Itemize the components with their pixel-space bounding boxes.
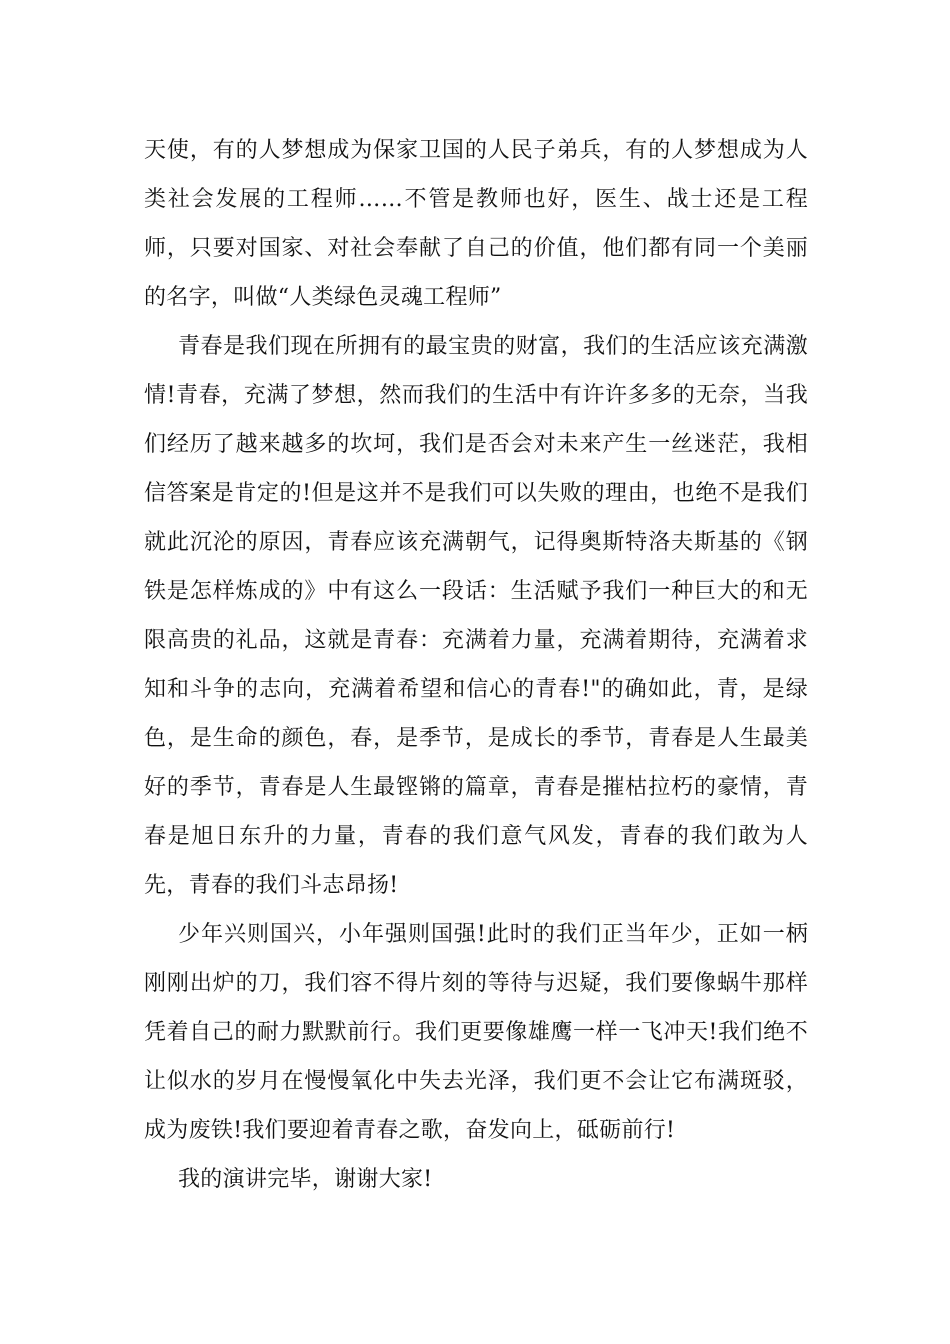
text-line: 色，是生命的颜色，春，是季节，是成长的季节，青春是人生最美 [144, 726, 808, 751]
text-line: 天使，有的人梦想成为保家卫国的人民子弟兵，有的人梦想成为人 [144, 138, 808, 163]
text-line: 青春是我们现在所拥有的最宝贵的财富，我们的生活应该充满激 [178, 334, 808, 359]
speech-text [144, 126, 808, 1204]
text-line: 少年兴则国兴，小年强则国强!此时的我们正当年少，正如一柄 [178, 922, 808, 947]
text-line: 师，只要对国家、对社会奉献了自己的价值，他们都有同一个美丽 [144, 236, 808, 261]
text-line: 春是旭日东升的力量，青春的我们意气风发，青春的我们敢为人 [144, 824, 808, 849]
text-line: 类社会发展的工程师……不管是教师也好，医生、战士还是工程 [144, 187, 808, 212]
text-line: 信答案是肯定的!但是这并不是我们可以失败的理由，也绝不是我们 [144, 481, 808, 506]
text-line: 好的季节，青春是人生最铿锵的篇章，青春是摧枯拉朽的豪情，青 [144, 775, 808, 800]
text-line: 限高贵的礼品，这就是青春：充满着力量，充满着期待，充满着求 [144, 628, 808, 653]
text-line: 让似水的岁月在慢慢氧化中失去光泽，我们更不会让它布满斑驳， [144, 1069, 808, 1094]
text-line: 情!青春，充满了梦想，然而我们的生活中有许许多多的无奈，当我 [144, 383, 808, 408]
text-line: 凭着自己的耐力默默前行。我们更要像雄鹰一样一飞冲天!我们绝不 [144, 1020, 808, 1045]
text-line: 成为废铁!我们要迎着青春之歌，奋发向上，砥砺前行! [144, 1118, 676, 1143]
text-line: 刚刚出炉的刀，我们容不得片刻的等待与迟疑，我们要像蜗牛那样 [144, 971, 808, 996]
text-line: 们经历了越来越多的坎坷，我们是否会对未来产生一丝迷茫，我相 [144, 432, 808, 457]
text-line: 先，青春的我们斗志昂扬! [144, 873, 399, 898]
text-line: 铁是怎样炼成的》中有这么一段话：生活赋予我们一种巨大的和无 [144, 579, 808, 604]
text-line: 就此沉沦的原因，青春应该充满朝气，记得奥斯特洛夫斯基的《钢 [144, 530, 808, 555]
text-line: 我的演讲完毕，谢谢大家! [178, 1167, 433, 1192]
text-line: 的名字，叫做“人类绿色灵魂工程师” [144, 285, 502, 310]
text-line: 知和斗争的志向，充满着希望和信心的青春!"的确如此，青，是绿 [144, 677, 808, 702]
